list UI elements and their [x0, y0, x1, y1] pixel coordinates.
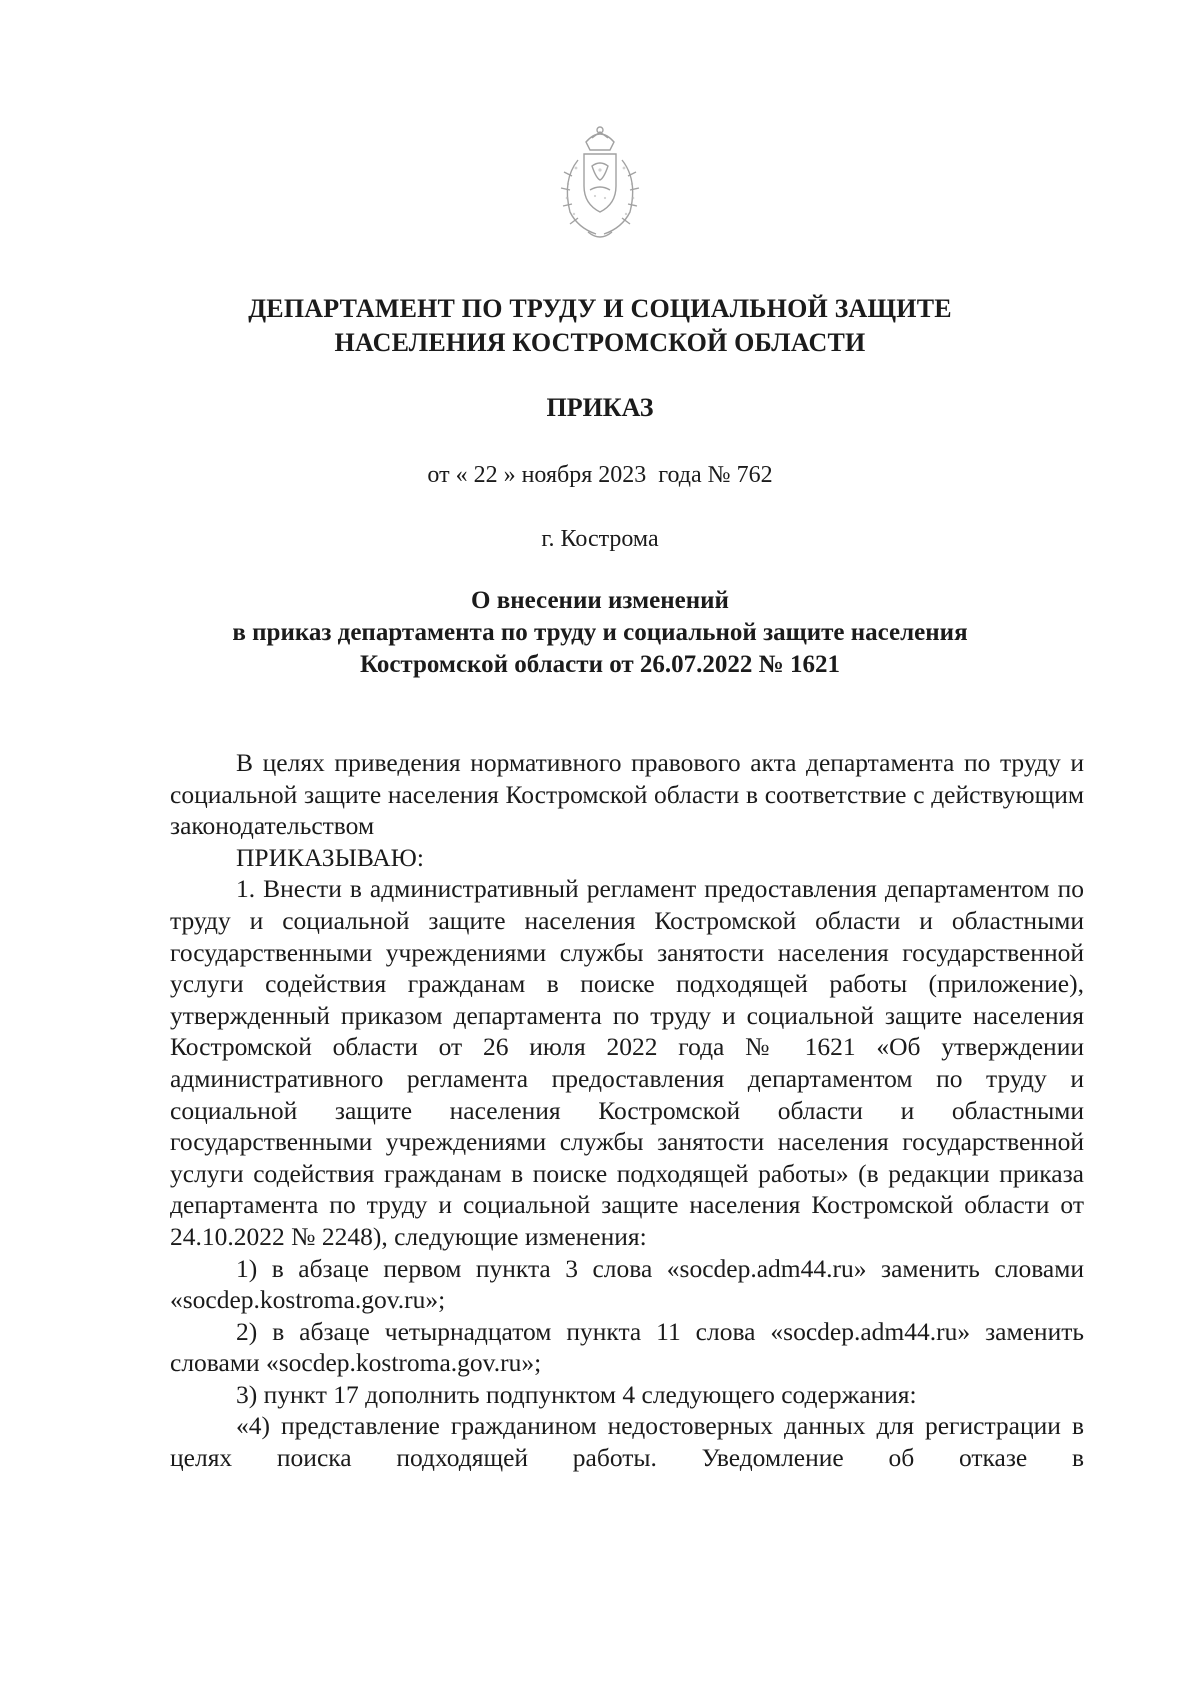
order-subject — [0, 585, 1200, 681]
order-subject-line1: О внесении изменений — [471, 587, 729, 614]
order-city: г. Кострома — [541, 526, 659, 552]
order-date-number: от « 22 » ноября 2023 года № 762 — [427, 462, 773, 488]
order-body — [170, 747, 1084, 1474]
subitem-3-text-paragraph: «4) представление гражданином недостоверных данных для регистрации в целях поиска подходящей работы. Уведомление об отказе в — [170, 1411, 1084, 1473]
department-name — [0, 292, 1200, 360]
coat-of-arms-emblem — [548, 120, 652, 246]
order-subject-line3: Костромской области от 26.07.2022 № 1621 — [359, 651, 841, 678]
department-name-line1: ДЕПАРТАМЕНТ ПО ТРУДУ И СОЦИАЛЬНОЙ ЗАЩИТЕ — [248, 294, 952, 323]
item-1-paragraph: 1. Внести в административный регламент предоставления департаментом по труду и социальной защите населения Костромской области и областными государственными учреждениями службы занятости населения государственной услуги содействия гражданам в поиске подходящей работы (приложение), утвержденный приказом департамента по труду и социальной защите населения Костромской области от 26 июля 2022 года № 1621 «Об утверждении административного регламента предоставления департаментом по труду и социальной защите населения Костромской области и областными государственными учреждениями службы занятости населения государственной услуги содействия гражданам в поиске подходящей работы» (в редакции приказа департамента по труду и социальной защите населения Костромской области от 24.10.2022 № 2248), следующие изменения: — [170, 874, 1084, 1251]
order-directive: ПРИКАЗЫВАЮ: — [236, 842, 424, 872]
subitem-3-paragraph: 3) пункт 17 дополнить подпунктом 4 следующего содержания: — [236, 1379, 917, 1409]
department-name-line2: НАСЕЛЕНИЯ КОСТРОМСКОЙ ОБЛАСТИ — [334, 328, 866, 357]
document-type: ПРИКАЗ — [546, 393, 654, 422]
subitem-1-paragraph: 1) в абзаце первом пункта 3 слова «socdep.adm44.ru» заменить словами «socdep.kostroma.gov.ru»; — [170, 1253, 1084, 1315]
preamble-paragraph: В целях приведения нормативного правового акта департамента по труду и социальной защите населения Костромской области в соответствие с действующим законодательством — [170, 748, 1084, 841]
order-subject-line2: в приказ департамента по труду и социальной защите населения — [232, 619, 968, 646]
subitem-2-paragraph: 2) в абзаце четырнадцатом пункта 11 слова «socdep.adm44.ru» заменить словами «socdep.kostroma.gov.ru»; — [170, 1316, 1084, 1378]
